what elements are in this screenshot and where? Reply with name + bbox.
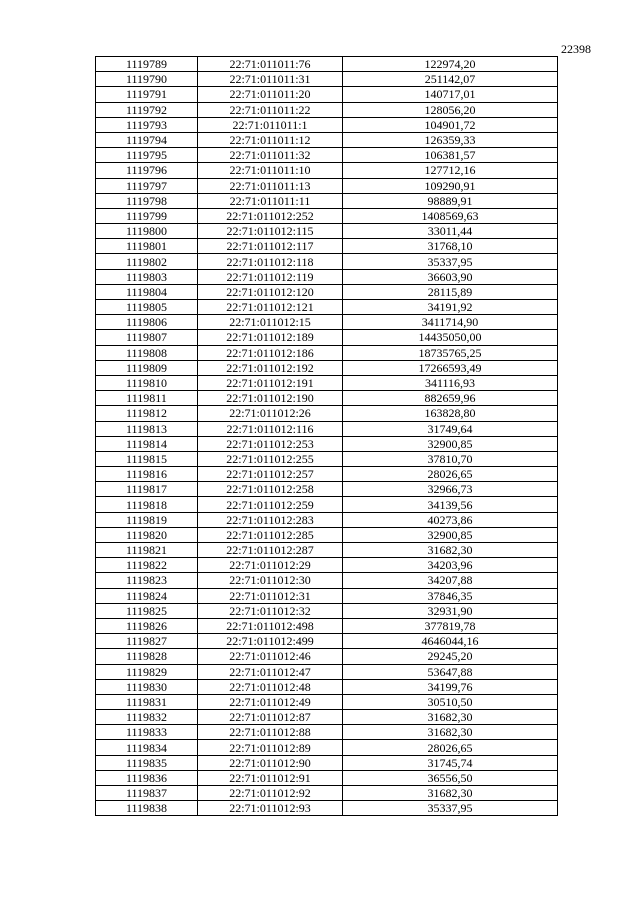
row-number-cell: 1119826 [96,618,198,633]
table-row [96,755,558,770]
cadastral-value-cell: 3411714,90 [343,315,558,330]
table-row [96,664,558,679]
cadastral-value-cell: 31768,10 [343,239,558,254]
table-row [96,588,558,603]
cadastral-value-cell: 98889,91 [343,193,558,208]
cadastral-value-cell: 34207,88 [343,573,558,588]
cadastral-number-cell: 22:71:011012:89 [198,740,343,755]
cadastral-value-cell: 32900,85 [343,527,558,542]
cadastral-value-cell: 35337,95 [343,801,558,816]
table-row [96,710,558,725]
row-number-cell: 1119798 [96,193,198,208]
cadastral-value-cell: 34139,56 [343,497,558,512]
cadastral-number-cell: 22:71:011012:93 [198,801,343,816]
cadastral-number-cell: 22:71:011012:255 [198,451,343,466]
row-number-cell: 1119823 [96,573,198,588]
row-number-cell: 1119819 [96,512,198,527]
table-row [96,679,558,694]
cadastral-value-cell: 35337,95 [343,254,558,269]
table-row [96,148,558,163]
cadastral-number-cell: 22:71:011012:192 [198,360,343,375]
cadastral-value-cell: 18735765,25 [343,345,558,360]
table-row [96,482,558,497]
row-number-cell: 1119814 [96,436,198,451]
cadastral-number-cell: 22:71:011012:287 [198,543,343,558]
row-number-cell: 1119837 [96,786,198,801]
row-number-cell: 1119835 [96,755,198,770]
cadastral-value-cell: 4646044,16 [343,634,558,649]
cadastral-value-cell: 31682,30 [343,786,558,801]
row-number-cell: 1119797 [96,178,198,193]
row-number-cell: 1119805 [96,300,198,315]
row-number-cell: 1119812 [96,406,198,421]
cadastral-number-cell: 22:71:011012:46 [198,649,343,664]
cadastral-number-cell: 22:71:011012:49 [198,694,343,709]
row-number-cell: 1119802 [96,254,198,269]
row-number-cell: 1119800 [96,224,198,239]
table-row [96,224,558,239]
cadastral-number-cell: 22:71:011012:498 [198,618,343,633]
row-number-cell: 1119838 [96,801,198,816]
row-number-cell: 1119804 [96,284,198,299]
cadastral-number-cell: 22:71:011011:31 [198,72,343,87]
cadastral-value-cell: 34199,76 [343,679,558,694]
row-number-cell: 1119822 [96,558,198,573]
cadastral-number-cell: 22:71:011011:32 [198,148,343,163]
cadastral-value-cell: 28026,65 [343,467,558,482]
cadastral-value-cell: 32900,85 [343,436,558,451]
cadastral-number-cell: 22:71:011012:117 [198,239,343,254]
table-row [96,497,558,512]
cadastral-value-cell: 28115,89 [343,284,558,299]
cadastral-value-cell: 36556,50 [343,770,558,785]
page-number: 22398 [561,42,591,56]
cadastral-value-cell: 34203,96 [343,558,558,573]
cadastral-number-cell: 22:71:011012:253 [198,436,343,451]
cadastral-number-cell: 22:71:011012:499 [198,634,343,649]
table-row [96,391,558,406]
cadastral-value-cell: 34191,92 [343,300,558,315]
table-row [96,512,558,527]
row-number-cell: 1119824 [96,588,198,603]
table-row [96,330,558,345]
cadastral-number-cell: 22:71:011012:259 [198,497,343,512]
cadastral-value-cell: 32931,90 [343,603,558,618]
cadastral-number-cell: 22:71:011011:10 [198,163,343,178]
cadastral-number-cell: 22:71:011012:189 [198,330,343,345]
row-number-cell: 1119815 [96,451,198,466]
cadastral-value-cell: 32966,73 [343,482,558,497]
row-number-cell: 1119813 [96,421,198,436]
table-row [96,193,558,208]
table-row [96,132,558,147]
table-row [96,284,558,299]
cadastral-number-cell: 22:71:011012:283 [198,512,343,527]
cadastral-value-cell: 37846,35 [343,588,558,603]
table-row [96,360,558,375]
row-number-cell: 1119799 [96,208,198,223]
cadastral-number-cell: 22:71:011011:12 [198,132,343,147]
cadastral-number-cell: 22:71:011011:76 [198,57,343,72]
row-number-cell: 1119818 [96,497,198,512]
row-number-cell: 1119817 [96,482,198,497]
cadastral-number-cell: 22:71:011011:13 [198,178,343,193]
table-row [96,375,558,390]
cadastral-number-cell: 22:71:011012:115 [198,224,343,239]
cadastral-value-cell: 104901,72 [343,117,558,132]
cadastral-number-cell: 22:71:011011:22 [198,102,343,117]
table-row [96,786,558,801]
table-row [96,694,558,709]
cadastral-number-cell: 22:71:011011:20 [198,87,343,102]
row-number-cell: 1119796 [96,163,198,178]
row-number-cell: 1119825 [96,603,198,618]
row-number-cell: 1119829 [96,664,198,679]
cadastral-number-cell: 22:71:011012:29 [198,558,343,573]
cadastral-number-cell: 22:71:011012:120 [198,284,343,299]
cadastral-value-cell: 14435050,00 [343,330,558,345]
row-number-cell: 1119789 [96,57,198,72]
row-number-cell: 1119834 [96,740,198,755]
table-row [96,634,558,649]
table-row [96,451,558,466]
cadastral-value-cell: 40273,86 [343,512,558,527]
cadastral-number-cell: 22:71:011011:1 [198,117,343,132]
cadastral-number-cell: 22:71:011012:190 [198,391,343,406]
table-row [96,801,558,816]
cadastral-number-cell: 22:71:011012:121 [198,300,343,315]
table-row [96,87,558,102]
row-number-cell: 1119832 [96,710,198,725]
cadastral-number-cell: 22:71:011012:87 [198,710,343,725]
table-row [96,163,558,178]
cadastral-value-cell: 53647,88 [343,664,558,679]
cadastral-value-cell: 341116,93 [343,375,558,390]
table-row [96,436,558,451]
table-row [96,269,558,284]
row-number-cell: 1119794 [96,132,198,147]
row-number-cell: 1119803 [96,269,198,284]
cadastral-value-cell: 251142,07 [343,72,558,87]
cadastral-value-cell: 127712,16 [343,163,558,178]
cadastral-number-cell: 22:71:011012:252 [198,208,343,223]
table-row [96,57,558,72]
cadastral-value-cell: 882659,96 [343,391,558,406]
row-number-cell: 1119808 [96,345,198,360]
table-row [96,239,558,254]
table-row [96,178,558,193]
table-row [96,467,558,482]
table-row [96,603,558,618]
table-row [96,558,558,573]
table-row [96,573,558,588]
cadastral-number-cell: 22:71:011012:30 [198,573,343,588]
table-body [96,57,558,816]
cadastral-value-cell: 1408569,63 [343,208,558,223]
cadastral-value-cell: 30510,50 [343,694,558,709]
table-row [96,649,558,664]
row-number-cell: 1119836 [96,770,198,785]
row-number-cell: 1119809 [96,360,198,375]
cadastral-number-cell: 22:71:011012:48 [198,679,343,694]
table-row [96,406,558,421]
cadastral-value-cell: 126359,33 [343,132,558,147]
table-row [96,527,558,542]
table-row [96,72,558,87]
table-row [96,315,558,330]
table-row [96,102,558,117]
cadastral-number-cell: 22:71:011012:119 [198,269,343,284]
cadastral-number-cell: 22:71:011012:118 [198,254,343,269]
row-number-cell: 1119795 [96,148,198,163]
row-number-cell: 1119810 [96,375,198,390]
cadastral-number-cell: 22:71:011012:26 [198,406,343,421]
cadastral-value-cell: 109290,91 [343,178,558,193]
row-number-cell: 1119827 [96,634,198,649]
table-row [96,254,558,269]
cadastral-value-cell: 28026,65 [343,740,558,755]
row-number-cell: 1119831 [96,694,198,709]
cadastral-number-cell: 22:71:011012:31 [198,588,343,603]
cadastral-number-cell: 22:71:011012:285 [198,527,343,542]
row-number-cell: 1119801 [96,239,198,254]
cadastral-number-cell: 22:71:011012:186 [198,345,343,360]
cadastral-value-cell: 106381,57 [343,148,558,163]
cadastral-value-table [95,56,558,816]
cadastral-value-cell: 122974,20 [343,57,558,72]
cadastral-value-cell: 377819,78 [343,618,558,633]
cadastral-number-cell: 22:71:011012:258 [198,482,343,497]
row-number-cell: 1119820 [96,527,198,542]
cadastral-value-cell: 29245,20 [343,649,558,664]
cadastral-value-cell: 128056,20 [343,102,558,117]
row-number-cell: 1119811 [96,391,198,406]
row-number-cell: 1119828 [96,649,198,664]
cadastral-value-cell: 17266593,49 [343,360,558,375]
table-row [96,543,558,558]
row-number-cell: 1119806 [96,315,198,330]
cadastral-number-cell: 22:71:011012:90 [198,755,343,770]
cadastral-number-cell: 22:71:011012:15 [198,315,343,330]
row-number-cell: 1119793 [96,117,198,132]
cadastral-number-cell: 22:71:011012:191 [198,375,343,390]
table-row [96,345,558,360]
row-number-cell: 1119833 [96,725,198,740]
table-row [96,421,558,436]
table-row [96,725,558,740]
row-number-cell: 1119807 [96,330,198,345]
cadastral-number-cell: 22:71:011012:257 [198,467,343,482]
cadastral-value-cell: 163828,80 [343,406,558,421]
row-number-cell: 1119791 [96,87,198,102]
table-row [96,770,558,785]
cadastral-value-cell: 31682,30 [343,710,558,725]
cadastral-number-cell: 22:71:011012:32 [198,603,343,618]
cadastral-number-cell: 22:71:011012:88 [198,725,343,740]
cadastral-number-cell: 22:71:011012:116 [198,421,343,436]
cadastral-value-cell: 33011,44 [343,224,558,239]
row-number-cell: 1119816 [96,467,198,482]
row-number-cell: 1119830 [96,679,198,694]
cadastral-value-cell: 31682,30 [343,725,558,740]
cadastral-number-cell: 22:71:011012:91 [198,770,343,785]
row-number-cell: 1119821 [96,543,198,558]
table-row [96,208,558,223]
cadastral-value-cell: 140717,01 [343,87,558,102]
table-row [96,117,558,132]
table-row [96,300,558,315]
table-row [96,618,558,633]
cadastral-value-cell: 37810,70 [343,451,558,466]
cadastral-value-cell: 31745,74 [343,755,558,770]
row-number-cell: 1119790 [96,72,198,87]
cadastral-value-cell: 31682,30 [343,543,558,558]
cadastral-number-cell: 22:71:011012:47 [198,664,343,679]
cadastral-number-cell: 22:71:011012:92 [198,786,343,801]
row-number-cell: 1119792 [96,102,198,117]
cadastral-value-cell: 31749,64 [343,421,558,436]
cadastral-number-cell: 22:71:011011:11 [198,193,343,208]
cadastral-value-cell: 36603,90 [343,269,558,284]
table-row [96,740,558,755]
